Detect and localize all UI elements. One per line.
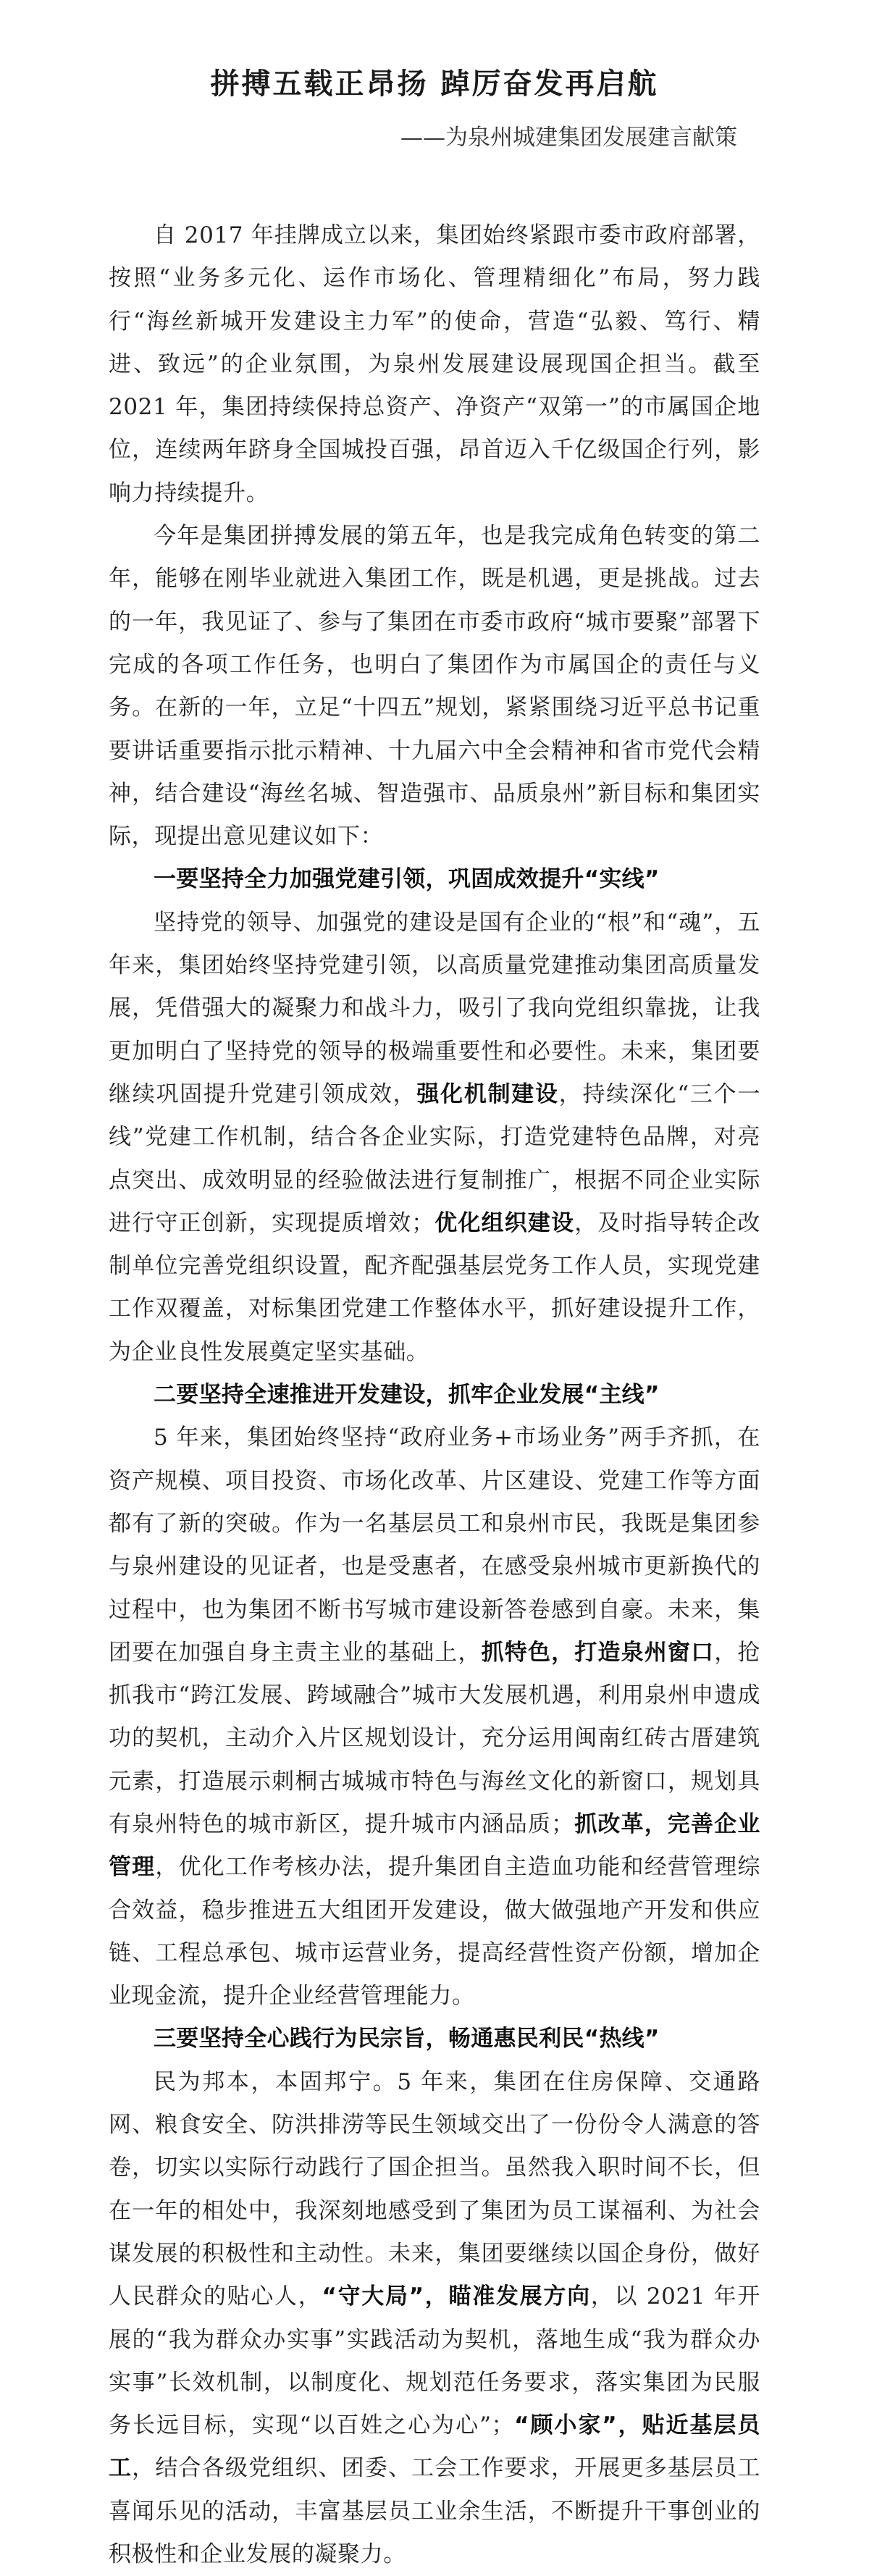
section-2-bold-a: 抓特色，打造泉州窗口 [481,1639,715,1666]
section-1-heading: 一要坚持全力加强党建引领，巩固成效提升“实线” [154,866,660,893]
section-3-bold-b: “顾小家”，贴近基层员工 [109,2412,760,2482]
section-3-heading: 三要坚持全心践行为民宗旨，畅通惠民利民“热线” [154,2026,660,2052]
section-1-bold-a: 强化机制建设 [416,1081,559,1107]
section-1-text-b: ，持续深化“三个一线”党建工作机制，结合各企业实际，打造党建特色品牌，对亮点突出、成效明显的经验做法进行复制推广，根据不同企业实际进行守正创新，实现提质增效； [109,1081,760,1236]
section-2-text-a: 5 年来，集团始终坚持“政府业务+市场业务”两手齐抓，在资产规模、项目投资、市场化改革、片区建设、党建工作等方面都有了新的突破。作为一名基层员工和泉州市民，我既是集团参与泉州建设的见证者，也是受惠者，在感受泉州城市更新换代的过程中，也为集团不断书写城市建设新答卷感到自豪。未来，集团要在加强自身主责主业的基础上， [109,1425,760,1666]
section-2-bold-b: 抓改革，完善企业管理 [109,1811,760,1881]
intro-paragraph-2: 今年是集团拼搏发展的第五年，也是我完成角色转变的第二年，能够在刚毕业就进入集团工作，既是机遇，更是挑战。过去的一年，我见证了、参与了集团在市委市政府“城市要聚”部署下完成的各项工作任务，也明白了集团作为市属国企的责任与义务。在新的一年，立足“十四五”规划，紧紧围绕习近平总书记重要讲话重要指示批示精神、十九届六中全会精神和省市党代会精神，结合建设“海丝名城、智造强市、品质泉州”新目标和集团实际，现提出意见建议如下： [109,523,760,850]
section-1-bold-b: 优化组织建设 [434,1209,575,1236]
intro-paragraph-1: 自 2017 年挂牌成立以来，集团始终紧跟市委市政府部署，按照“业务多元化、运作市场化、管理精细化”布局，努力践行“海丝新城开发建设主力军”的使命，营造“弘毅、笃行、精进、致远”的企业氛围，为泉州发展建设展现国企担当。截至 2021 年，集团持续保持总资产、净资产“双第一”的市属国企地位，连续两年跻身全国城投百强，昂首迈入千亿级国企行列，影响力持续提升。 [109,222,760,506]
section-2-heading: 二要坚持全速推进开发建设，抓牢企业发展“主线” [154,1382,660,1409]
section-1-text-a: 坚持党的领导、加强党的建设是国有企业的“根”和“魂”，五年来，集团始终坚持党建引领，以高质量党建推动集团高质量发展，凭借强大的凝聚力和战斗力，吸引了我向党组织靠拢，让我更加明白了坚持党的领导的极端重要性和必要性。未来，集团要继续巩固提升党建引领成效， [109,909,760,1107]
section-3-bold-a: “守大局”，瞄准发展方向 [322,2283,591,2310]
section-1-text-c: ，及时指导转企改制单位完善党组织设置，配齐配强基层党务工作人员，实现党建工作双覆盖，对标集团党建工作整体水平，抓好建设提升工作，为企业良性发展奠定坚实基础。 [109,1209,760,1365]
article-body [109,214,760,2576]
section-2-text-b: ，抢抓我市“跨江发展、跨域融合”城市大发展机遇，利用泉州申遗成功的契机，主动介入片区规划设计，充分运用闽南红砖古厝建筑元素，打造展示刺桐古城城市特色与海丝文化的新窗口，规划具有泉州特色的城市新区，提升城市内涵品质； [109,1639,760,1837]
article-title: 拼搏五载正昂扬 踔厉奋发再启航 [210,67,659,101]
section-2-text-c: ，优化工作考核办法，提升集团自主造血功能和经营管理综合效益，稳步推进五大组团开发建设，做大做强地产开发和供应链、工程总承包、城市运营业务，提高经营性资产份额，增加企业现金流，提升企业经营管理能力。 [109,1854,760,2010]
section-3-paragraph [109,2061,760,2576]
section-1-paragraph [109,902,760,1374]
article-subtitle: ——为泉州城建集团发展建言献策 [400,125,737,151]
section-2-paragraph [109,1417,760,2018]
section-3-text-c: ，结合各级党组织、团委、工会工作要求，开展更多基层员工喜闻乐见的活动，丰富基层员工业余生活，不断提升干事创业的积极性和企业发展的凝聚力。 [109,2455,760,2568]
section-3-text-b: ，以 2021 年开展的“我为群众办实事”实践活动为契机，落地生成“我为群众办实事”长效机制，以制度化、规划范任务要求，落实集团为民服务长远目标，实现“以百姓之心为心”； [109,2283,760,2439]
section-3-text-a: 民为邦本，本固邦宁。5 年来，集团在住房保障、交通路网、粮食安全、防洪排涝等民生领域交出了一份份令人满意的答卷，切实以实际行动践行了国企担当。虽然我入职时间不长，但在一年的相处中，我深刻地感受到了集团为员工谋福利、为社会谋发展的积极性和主动性。未来，集团要继续以国企身份，做好人民群众的贴心人， [109,2068,760,2310]
